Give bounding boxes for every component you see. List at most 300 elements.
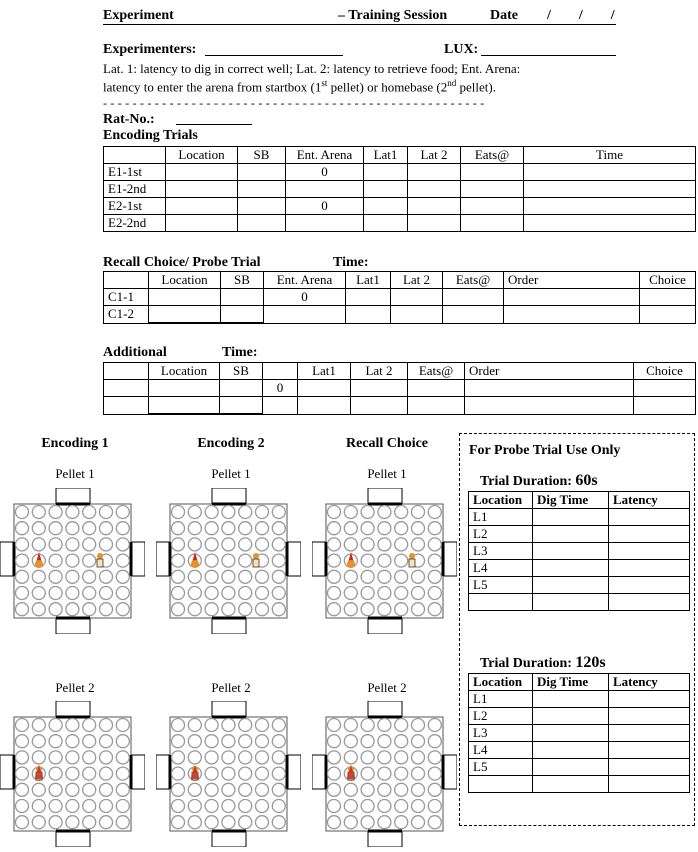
- col-header: Eats@: [461, 147, 524, 164]
- sand-well: [395, 719, 408, 732]
- col-header: Lat1: [346, 272, 391, 289]
- rat-label: Rat-No.:: [103, 112, 155, 127]
- table-cell[interactable]: [408, 198, 461, 215]
- sand-well: [344, 783, 357, 796]
- sand-well: [272, 719, 285, 732]
- sand-well: [32, 783, 45, 796]
- col-header: [104, 147, 166, 164]
- sand-well: [239, 816, 252, 829]
- sand-well: [344, 735, 357, 748]
- sand-well: [239, 603, 252, 616]
- sand-well: [100, 522, 113, 535]
- sand-well: [395, 587, 408, 600]
- sand-well: [16, 538, 29, 551]
- sand-well: [361, 506, 374, 519]
- row-label: L2: [469, 708, 533, 725]
- sand-well: [395, 603, 408, 616]
- sand-well: [172, 538, 185, 551]
- sand-well: [205, 506, 218, 519]
- sand-well: [32, 570, 45, 583]
- sand-well: [412, 603, 425, 616]
- sand-well: [83, 603, 96, 616]
- sand-well: [172, 719, 185, 732]
- table-cell[interactable]: [524, 198, 696, 215]
- table-cell[interactable]: [609, 742, 690, 759]
- table-cell[interactable]: [166, 164, 238, 181]
- sand-well: [395, 783, 408, 796]
- table-cell[interactable]: [264, 306, 346, 324]
- sand-well: [83, 570, 96, 583]
- sand-well: [361, 816, 374, 829]
- table-row: [104, 181, 696, 198]
- table-cell[interactable]: [346, 306, 391, 324]
- table-cell[interactable]: [238, 215, 286, 232]
- sand-well: [16, 735, 29, 748]
- sand-well: [239, 570, 252, 583]
- date-label: Date: [490, 8, 518, 23]
- sand-well: [116, 554, 129, 567]
- sand-well: [66, 570, 79, 583]
- table-cell[interactable]: [504, 306, 640, 324]
- sand-well: [100, 587, 113, 600]
- sand-well: [188, 800, 201, 813]
- row-label: L3: [469, 543, 533, 560]
- row-label: E1-1st: [104, 164, 166, 181]
- sand-well: [378, 506, 391, 519]
- table-cell[interactable]: [609, 509, 690, 526]
- table-cell[interactable]: [238, 181, 286, 198]
- table-cell[interactable]: [104, 380, 149, 397]
- sand-well: [428, 800, 441, 813]
- table-cell[interactable]: [149, 380, 220, 397]
- col-header: Lat 2: [351, 363, 408, 380]
- sand-well: [328, 800, 341, 813]
- table-cell[interactable]: [408, 181, 461, 198]
- table-cell[interactable]: [465, 380, 634, 397]
- table-cell[interactable]: [533, 594, 609, 611]
- sand-well: [172, 800, 185, 813]
- sand-well: [344, 800, 357, 813]
- sand-well: [205, 767, 218, 780]
- sand-well: [344, 603, 357, 616]
- table-cell[interactable]: [364, 181, 408, 198]
- sand-well: [100, 719, 113, 732]
- sand-well: [256, 719, 269, 732]
- sand-well: [172, 554, 185, 567]
- sand-well: [49, 570, 62, 583]
- sand-well: [239, 506, 252, 519]
- sand-well: [66, 522, 79, 535]
- sand-well: [222, 554, 235, 567]
- sand-well: [83, 506, 96, 519]
- table-cell[interactable]: [609, 560, 690, 577]
- table-cell[interactable]: [504, 289, 640, 306]
- row-label: C1-1: [104, 289, 149, 306]
- table-cell[interactable]: [263, 397, 298, 415]
- table-cell[interactable]: [408, 215, 461, 232]
- table-row: [104, 198, 696, 215]
- sand-well: [239, 751, 252, 764]
- table-cell[interactable]: [609, 577, 690, 594]
- table-cell[interactable]: [634, 380, 696, 397]
- experimenters-field[interactable]: [205, 55, 343, 56]
- sand-well: [328, 554, 341, 567]
- table-cell[interactable]: [533, 725, 609, 742]
- sand-well: [272, 603, 285, 616]
- sand-well: [428, 751, 441, 764]
- sand-well: [361, 751, 374, 764]
- col-header: Choice: [634, 363, 696, 380]
- rat-field[interactable]: [176, 124, 252, 125]
- sand-well: [116, 587, 129, 600]
- col-header: Eats@: [408, 363, 465, 380]
- startbox-right: [287, 542, 301, 576]
- sand-well: [66, 816, 79, 829]
- sand-well: [222, 800, 235, 813]
- sand-well: [32, 603, 45, 616]
- sand-well: [16, 800, 29, 813]
- startbox-right: [443, 542, 457, 576]
- sand-well: [32, 800, 45, 813]
- table-cell[interactable]: [533, 759, 609, 776]
- table-cell[interactable]: [533, 708, 609, 725]
- sand-well: [32, 751, 45, 764]
- recall-header-row: [104, 272, 696, 289]
- table-cell[interactable]: [220, 380, 263, 397]
- table-cell[interactable]: [524, 215, 696, 232]
- sand-well: [395, 816, 408, 829]
- sand-well: [395, 506, 408, 519]
- table-cell[interactable]: [533, 543, 609, 560]
- sand-well: [49, 603, 62, 616]
- sand-well: [222, 735, 235, 748]
- sand-well: [412, 538, 425, 551]
- sand-well: [83, 816, 96, 829]
- table-cell[interactable]: [166, 215, 238, 232]
- recall-choice-header: Recall Choice: [345, 436, 429, 451]
- col-header: Latency: [609, 492, 690, 509]
- sand-well: [205, 554, 218, 567]
- table-cell[interactable]: 0: [264, 289, 346, 306]
- col-header: [263, 363, 298, 380]
- table-cell[interactable]: 0: [263, 380, 298, 397]
- sand-well: [361, 603, 374, 616]
- table-row: [104, 164, 696, 181]
- table-cell[interactable]: [640, 306, 696, 324]
- sand-well: [272, 751, 285, 764]
- arena-diagram: [312, 488, 457, 634]
- recall-table: [103, 271, 696, 324]
- sand-well: [172, 570, 185, 583]
- sand-well: [172, 783, 185, 796]
- table-cell[interactable]: [346, 289, 391, 306]
- table-cell[interactable]: [351, 380, 408, 397]
- sand-well: [344, 816, 357, 829]
- table-cell[interactable]: [533, 577, 609, 594]
- sand-well: [428, 522, 441, 535]
- startbox-bottom: [56, 618, 90, 634]
- sand-well: [83, 800, 96, 813]
- sand-well: [361, 570, 374, 583]
- col-header: Location: [149, 363, 220, 380]
- table-cell[interactable]: [634, 397, 696, 415]
- sand-well: [32, 587, 45, 600]
- table-cell[interactable]: [391, 306, 443, 324]
- probe-table-60: [468, 491, 690, 611]
- table-cell[interactable]: [524, 164, 696, 181]
- table-cell[interactable]: [443, 306, 504, 324]
- col-header: Order: [465, 363, 634, 380]
- table-cell[interactable]: [351, 397, 408, 415]
- sand-well: [428, 603, 441, 616]
- startbox-right: [131, 755, 145, 789]
- sand-well: [172, 751, 185, 764]
- table-cell[interactable]: [298, 380, 351, 397]
- table-cell[interactable]: [286, 181, 364, 198]
- col-header: Order: [504, 272, 640, 289]
- additional-time-label: Time:: [222, 345, 258, 360]
- table-cell[interactable]: [609, 543, 690, 560]
- sand-well: [49, 538, 62, 551]
- lux-field[interactable]: [481, 55, 616, 56]
- sand-well: [188, 783, 201, 796]
- table-cell[interactable]: [443, 289, 504, 306]
- table-row: [104, 289, 696, 306]
- encoding-2-header: Encoding 2: [197, 436, 265, 451]
- sand-well: [100, 538, 113, 551]
- sand-well: [49, 554, 62, 567]
- table-cell[interactable]: [461, 164, 524, 181]
- sand-well: [32, 735, 45, 748]
- sand-well: [100, 735, 113, 748]
- table-cell[interactable]: [609, 526, 690, 543]
- sand-well: [428, 816, 441, 829]
- sand-well: [395, 767, 408, 780]
- sand-well: [116, 522, 129, 535]
- col-header: Dig Time: [533, 674, 609, 691]
- startbox-left: [0, 542, 14, 576]
- recall-time-label: Time:: [333, 255, 369, 270]
- table-cell[interactable]: [166, 198, 238, 215]
- table-cell[interactable]: [149, 306, 221, 324]
- table-cell[interactable]: [238, 198, 286, 215]
- sand-well: [328, 751, 341, 764]
- sand-well: [272, 783, 285, 796]
- sand-well: [172, 522, 185, 535]
- sand-well: [272, 767, 285, 780]
- table-cell[interactable]: [408, 397, 465, 415]
- sand-well: [100, 506, 113, 519]
- table-cell[interactable]: 0: [286, 164, 364, 181]
- table-cell[interactable]: [166, 181, 238, 198]
- table-cell[interactable]: [364, 164, 408, 181]
- sand-well: [344, 751, 357, 764]
- sand-well: [256, 767, 269, 780]
- row-label: E1-2nd: [104, 181, 166, 198]
- table-cell[interactable]: [533, 776, 609, 793]
- sand-well: [205, 751, 218, 764]
- startbox-right: [287, 755, 301, 789]
- table-cell[interactable]: [609, 759, 690, 776]
- table-cell[interactable]: [533, 526, 609, 543]
- sand-well: [49, 719, 62, 732]
- table-cell[interactable]: [461, 215, 524, 232]
- row-label: [469, 594, 533, 611]
- sand-well: [412, 816, 425, 829]
- sand-well: [272, 587, 285, 600]
- table-cell[interactable]: [609, 691, 690, 708]
- sand-well: [412, 735, 425, 748]
- date-slashes: / / /: [547, 8, 615, 23]
- sand-well: [344, 522, 357, 535]
- col-header: Location: [469, 674, 533, 691]
- table-cell[interactable]: [461, 181, 524, 198]
- table-cell[interactable]: [609, 776, 690, 793]
- sand-well: [49, 522, 62, 535]
- sand-well: [395, 751, 408, 764]
- table-cell[interactable]: [364, 198, 408, 215]
- sand-well: [428, 554, 441, 567]
- col-header: Location: [166, 147, 238, 164]
- startbox-left: [312, 542, 326, 576]
- sand-well: [378, 751, 391, 764]
- sand-well: [361, 719, 374, 732]
- sand-well: [188, 735, 201, 748]
- table-cell[interactable]: [221, 289, 264, 306]
- table-cell[interactable]: [609, 708, 690, 725]
- sand-well: [32, 522, 45, 535]
- additional-table: [103, 362, 696, 415]
- table-cell[interactable]: [609, 594, 690, 611]
- table-cell[interactable]: [220, 397, 263, 415]
- encoding-table: [103, 146, 696, 232]
- sand-well: [16, 570, 29, 583]
- sand-well: [395, 800, 408, 813]
- arena-diagram: [0, 701, 145, 847]
- sand-well: [361, 783, 374, 796]
- table-cell[interactable]: [298, 397, 351, 415]
- table-cell[interactable]: [391, 289, 443, 306]
- row-label: L4: [469, 560, 533, 577]
- table-cell[interactable]: [533, 509, 609, 526]
- table-cell[interactable]: [640, 289, 696, 306]
- sand-well: [83, 751, 96, 764]
- experimenters-label: Experimenters:: [103, 42, 197, 57]
- sand-well: [116, 783, 129, 796]
- table-cell[interactable]: [104, 397, 149, 415]
- pellet-label: Pellet 1: [211, 466, 251, 481]
- row-label: L2: [469, 526, 533, 543]
- sand-well: [256, 751, 269, 764]
- col-header: Eats@: [443, 272, 504, 289]
- sand-well: [100, 603, 113, 616]
- sand-well: [256, 735, 269, 748]
- startbox-bottom: [212, 831, 246, 847]
- table-cell[interactable]: [609, 725, 690, 742]
- sand-well: [361, 538, 374, 551]
- divider-dashes: - - - - - - - - - - - - - - - - - - - - - - - - - - - - - - - - - - - - - - - - - - - - - - - - - - - -: [103, 96, 485, 110]
- sand-well: [172, 603, 185, 616]
- table-cell[interactable]: [461, 198, 524, 215]
- startbox-left: [0, 755, 14, 789]
- note-line-2: latency to enter the arena from startbox (1st pellet) or homebase (2nd pellet).: [103, 78, 496, 95]
- sand-well: [188, 603, 201, 616]
- col-header: SB: [238, 147, 286, 164]
- col-header: SB: [221, 272, 264, 289]
- startbox-right: [443, 755, 457, 789]
- table-cell[interactable]: [408, 380, 465, 397]
- sand-well: [188, 751, 201, 764]
- sand-well: [412, 800, 425, 813]
- sand-well: [378, 816, 391, 829]
- startbox-bottom: [368, 831, 402, 847]
- startbox-top: [212, 701, 246, 717]
- sand-well: [100, 783, 113, 796]
- table-cell[interactable]: [408, 164, 461, 181]
- sand-well: [344, 538, 357, 551]
- sand-well: [361, 587, 374, 600]
- table-cell[interactable]: [533, 691, 609, 708]
- table-cell[interactable]: [221, 306, 264, 324]
- table-cell[interactable]: [149, 397, 220, 415]
- table-cell[interactable]: [238, 164, 286, 181]
- pellet-cup: [409, 559, 415, 567]
- sand-well: [256, 538, 269, 551]
- sand-well: [32, 719, 45, 732]
- table-cell[interactable]: [286, 215, 364, 232]
- sand-well: [66, 735, 79, 748]
- sand-well: [116, 735, 129, 748]
- sand-well: [222, 538, 235, 551]
- table-row: [104, 306, 696, 324]
- table-cell[interactable]: [364, 215, 408, 232]
- pellet-icon: [97, 553, 103, 559]
- sand-well: [328, 783, 341, 796]
- table-cell[interactable]: [465, 397, 634, 415]
- sand-well: [239, 554, 252, 567]
- sand-well: [328, 506, 341, 519]
- sand-well: [272, 816, 285, 829]
- table-cell[interactable]: [149, 289, 221, 306]
- table-cell[interactable]: [533, 742, 609, 759]
- sand-well: [256, 783, 269, 796]
- sand-well: [412, 506, 425, 519]
- sand-well: [83, 767, 96, 780]
- sand-well: [256, 570, 269, 583]
- pellet-label: Pellet 2: [367, 680, 407, 695]
- sand-well: [361, 800, 374, 813]
- sand-well: [49, 735, 62, 748]
- table-cell[interactable]: [533, 560, 609, 577]
- sand-well: [100, 570, 113, 583]
- sand-well: [16, 603, 29, 616]
- sand-well: [222, 783, 235, 796]
- probe-trial-box: [459, 433, 695, 826]
- arena-diagram: [156, 701, 301, 847]
- pellet-icon: [409, 553, 415, 559]
- sand-well: [100, 816, 113, 829]
- startbox-top: [368, 488, 402, 504]
- table-cell[interactable]: 0: [286, 198, 364, 215]
- arena-diagram: [156, 488, 301, 634]
- sand-well: [328, 735, 341, 748]
- sand-well: [272, 800, 285, 813]
- col-header: Lat1: [364, 147, 408, 164]
- startbox-bottom: [212, 618, 246, 634]
- table-cell[interactable]: [524, 181, 696, 198]
- sand-well: [16, 506, 29, 519]
- sand-well: [239, 800, 252, 813]
